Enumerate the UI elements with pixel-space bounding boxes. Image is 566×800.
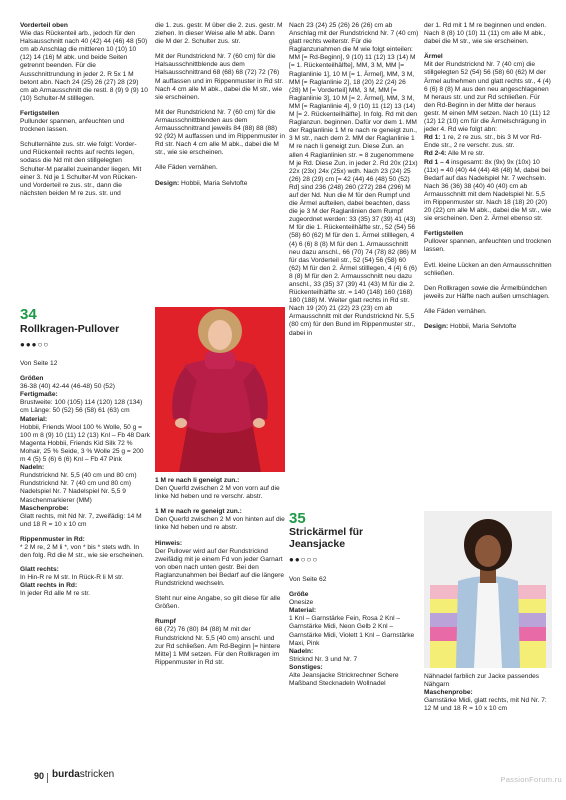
rippenmuster-block: Rippenmuster in Rd: * 2 M re, 2 M li *, von * bis * stets wdh. In den folg. Rd die M str., wie sie erscheinen. [20,535,144,560]
hinweis-block: Hinweis: Der Pullover wird auf der Rundstricknd zweifädig mit je einem Fd von jeder Garnart von oben nach unten gestr. Bei den Raglanzunahmen bei Bedarf auf die längere Rundstricknd wechseln. [155,539,285,588]
pattern-number-35: 35 [289,510,306,527]
glatt-rechts-block: Glatt rechts: In Hin-R re M str. In Rück-R li M str. [20,566,124,582]
magazine-brand: burdastricken [52,769,115,780]
difficulty-rating: ●●●○○ [20,340,50,349]
pattern-title-34: Rollkragen-Pullover [20,323,120,335]
pattern-35-details [289,576,419,688]
column-4 [424,22,552,338]
heading-vorderteil-oben: Vorderteil oben [20,22,68,29]
paragraph: Mit der Rundstricknd Nr. 7 (60 cm) für die Halsausschnittblende aus dem Halsausschnittrand 68 (68) 68 (72) 72 (76) M auffassen und im Rippenmuster in Rd str. Nach 4 cm alle M abk., dabei die M str., wie sie erscheinen. [155,53,284,101]
paragraph: die 1. zus. gestr. M über die 2. zus. gestr. M ziehen. In dieser Weise alle M abk. Dann die M der 2. Schulter zus. str. [155,22,283,46]
paragraph: Vorderteil oben Wie das Rückenteil arb., jedoch für den Halsausschnitt nach 40 (42) 44 (46) 48 (50) cm ab Anschlag die mittleren 10 (10) 10 (12) 14 (16) M abk. und beide Seiten getrennt beenden. Für die Ausschnittrundung in jeder 2. R 5x 1 M betont abn. Nach 24 (25) 26 (27) 28 (29) cm ab Armausschnitt die restl. 8 (9) 9 (9) 10 (10) Schulter-M stilllegen. [20,22,148,102]
pattern-35-details-continued [424,673,552,713]
paragraph: Schulternähte zus. str. wie folgt: Vorder- und Rückenteil rechts auf rechts legen, sodass die Nd mit den stillgelegten Schulter-M parallel zueinander liegen. Mit einer 3. Nd je 1 Schulter-M von Rücken- und Vorderteil re zus. str., dann die nächsten beiden M re zus. str. und [20,141,142,197]
column-3 [289,22,419,345]
heading-fertigstellen: Fertigstellen [20,109,60,117]
heading-fertigstellen-2: Fertigstellen [424,230,464,238]
design-credit: Design: Hobbii, Maria Selvtofte [155,179,248,187]
photo-strickaermel-jeansjacke [424,511,552,668]
groesse-block: Größe Onesize [289,591,314,607]
paragraph: Alle Fäden vernähen. [424,307,487,315]
groessen-block: Größen 36-38 (40) 42-44 (46-48) 50 (52) [20,375,115,391]
page-reference: Von Seite 12 [20,360,58,367]
nadeln-block: Nadeln: Rundstricknd Nr. 5,5 (40 cm und 80 cm) Rundstricknd Nr. 7 (40 cm und 80 cm) Nadelspiel Nr. 7 Nadelspiel Nr. 5,5 9 Maschenmarkierer (MM) [20,464,137,504]
pattern-number-34: 34 [20,306,37,323]
paragraph: Fertigstellen Pullover spannen, anfeuchten und trocknen lassen. [424,230,552,254]
pattern-34-details [20,360,150,599]
maschenprobe-block: Maschenprobe: Glatt rechts, mit Nd Nr. 7, zweifädig: 14 M und 18 R = 10 x 10 cm [20,504,142,528]
technique-right-increase: 1 M re nach re geneigt zun.: Den Querfd zwischen 2 M von hinten auf die linke Nd heben und re abstr. [155,508,285,532]
footer-divider [47,773,48,783]
page-number: 90 [34,771,45,781]
material-block-35: Material: 1 Knl – Garnstärke Fein, Rosa 2 Knl – Garnstärke Midi, Neon Gelb 2 Knl – Garnstärke Midi, Violett 1 Knl – Garnstärke Maxi, Pink [289,607,415,647]
heading-aermel: Ärmel [424,53,443,61]
fertigmasse-block: Fertigmaße: Brustweite: 100 (105) 114 (120) 128 (134) cm Länge: 50 (52) 56 (58) 61 (63) cm [20,391,143,415]
paragraph: Alle Fäden vernähen. [155,164,218,172]
design-credit: Design: Hobbii, Maria Selvtofte [424,323,517,330]
column-2 [155,22,285,195]
glatt-rechts-rd-block: Glatt rechts in Rd: In jeder Rd alle M re str. [20,582,90,598]
sonstiges-block: Sonstiges: Alte Jeansjacke Strickrechner Schere Maßband Stecknadeln Wollnadel [289,663,399,688]
watermark-site: PassionForum.ru [500,775,562,784]
paragraph: Mit der Rundstricknd Nr. 7 (60 cm) für die Armausschnittblenden aus dem Armausschnittrand jeweils 84 (88) 88 (88) 92 (92) M auffassen und im Rippenmuster in Rd str. Nach 4 cm alle M abk., dabei die M str., wie sie erscheinen. [155,108,285,157]
pattern-title-35: Strickärmel für Jeansjacke [289,526,364,550]
page-reference: Von Seite 62 [289,576,327,583]
photo-rollkragen-pullover [155,307,285,472]
paragraph: Evtl. kleine Lücken an den Armausschnitten schließen. [424,261,552,277]
page-footer [0,766,566,800]
paragraph: Steht nur eine Angabe, so gilt diese für alle Größen. [155,595,281,611]
paragraph: Ärmel Mit der Rundstricknd Nr. 7 (40 cm) die stillgelegten 52 (54) 56 (58) 60 (62) M der Ärmel aufnehmen und glatt rechts str., 4 (4) 6 (6) 8 (8) M aus den neu angeschlagenen M heraus str. und zur Rd schließen. Für den Rd-Beginn in der Mitte der heraus gestr. M einen MM setzen. Nach 10 (11) 12 (12) 12 (10) cm für die Ärmelschrägung in jeder 4. Rd wie folgt abn: Rd 1: 1 re, 2 re zus. str., bis 3 M vor Rd-Ende str., 2 re verschr. zus. str. Rd 2-4: Alle M re str. Rd 1 – 4 insgesamt: 8x (9x) 9x (10x) 10 (11x) = 40 (40) 44 (44) 48 (48) M, dabei bei Bedarf auf das Nadelspiel Nr. 7 wechseln. Nach 36 (36) 38 (40) 40 (40) cm ab Armausschnitt mit dem Nadelspiel Nr. 5,5 im Rippenmuster str. Nach 18 (18) 20 (20) 20 (22) cm alle M abk., dabei die M str., wie sie erscheinen. Den 2. Ärmel ebenso str. [424,53,552,223]
paragraph: Nähnadel farblich zur Jacke passendes Nähgarn [424,673,540,689]
model-photo-illustration-35 [424,511,552,668]
paragraph: Den Rollkragen sowie die Ärmelbündchen jeweils zur Hälfte nach außen umschlagen. [424,284,550,300]
column-1 [20,22,148,205]
paragraph: der 1. Rd mit 1 M re beginnen und enden. Nach 8 (8) 10 (10) 11 (11) cm alle M abk., dabei die M str., wie sie erscheinen. [424,22,547,46]
model-photo-illustration [155,307,285,472]
paragraph: Nach 23 (24) 25 (26) 26 (26) cm ab Anschlag mit der Rundstricknd Nr. 7 (40 cm) glatt rechts weiterstr. Für die Raglanzunahmen die M wie folgt einteilen: MM [= Rd-Beginn], 9 (10) 11 (12) 13 (14) M [= 1. Rückenteilhälfte], MM, 3 M, MM [= Raglanlinie 1], 10 M [= 1. Ärmel], MM, 3 M, MM [= Raglanlinie 2], 18 (20) 22 (24) 26 (28) M [= Vorderteil] MM, 3 M, MM [= Raglanlinie 3], 10 M [= 2. Ärmel], MM, 3 M, MM [= Raglanlinie 4], 9 (10) 11 (12) 13 (14) M [= 2. Rückenteilhälfte]. In folg. Rd mit den Raglanzun. beginnen. Dafür vor dem 1. MM der Raglanlinie 1 M re nach re geneigt zun., 3 M str., nach dem 2. MM der Raglanlinie 1 M re nach li geneigt zun. Diese Zun. an allen 4 Raglanlinien str. = 8 zugenommene M je Rd. Diese Zun. in jeder 2. Rd 20x (21x) 22x (23x) 24x (25x) wdh. Nach 23 (24) 25 (26) 28 (29) cm [= 42 (44) 46 (48) 50 (52) Rd] sind 236 (248) 260 (272) 284 (296) M auf der Nd. Nun die M für den Rumpf und die Ärmel aufteilen, dabei beachten, dass die je 3 M der Raglanlinien dem Rumpf zugeordnet werden: 33 (35) 37 (39) 41 (43) M für die 1. Rückenteilhälfte str., 52 (54) 56 (58) 60 (62) M für den 1. Ärmel stilllegen, 4 (4) 6 (6) 8 (8) M für den 1. Armausschnitt neu dazu anschl., 66 (70) 74 (78) 82 (86) M für das Vorderteil str., 52 (54) 56 (58) 60 (62) M für den 2. Ärmel stilllegen, 4 (4) 6 (6) 8 (8) M für den 2. Armausschnitt neu dazu anschl., 33 (35) 37 (39) 41 (43) M für die 2. Rückenteilhälfte str. = 140 (148) 160 (168) 180 (188) M. Weiter glatt rechts in Rd str. Nach 19 (20) 21 (22) 23 (23) cm ab Armausschnitt mit der Rundstricknd Nr. 5,5 (80 cm) für den Bund im Rippenmuster str., dabei in [289,22,419,337]
technique-left-increase: 1 M re nach li geneigt zun.: Den Querfd zwischen 2 M von vorn auf die linke Nd heben und re verschr. abstr. [155,477,280,501]
pattern-34-instructions [155,477,285,674]
rumpf-block: Rumpf 68 (72) 76 (80) 84 (88) M mit der Rundstricknd Nr. 5,5 (40 cm) anschl. und zur Rd schließen. Am Rd-Beginn [= hintere Mitte] 1 MM setzen. Für den Rollkragen im Rippenmuster in Rd str. [155,618,281,666]
nadeln-block-35: Nadeln: Stricknd Nr. 3 und Nr. 7 [289,647,358,663]
difficulty-rating-35: ●●○○○ [289,555,319,564]
maschenprobe-block-35: Maschenprobe: Garnstärke Midi, glatt rechts, mit Nd Nr. 7: 12 M und 18 R = 10 x 10 cm [424,689,547,713]
material-block: Material: Hobbii, Friends Wool 100 % Wolle, 50 g = 100 m 8 (9) 10 (11) 12 (13) Knl – Fb 48 Dark Magenta Hobbii, Friends Kid Silk 72 % Mohair, 25 % Seide, 3 % Wolle 25 g = 200 m 4 (5) 5 (6) 6 (6) Knl – Fb 47 Pink [20,415,150,464]
paragraph: Fertigstellen Pullunder spannen, anfeuchten und trocknen lassen. [20,110,148,134]
